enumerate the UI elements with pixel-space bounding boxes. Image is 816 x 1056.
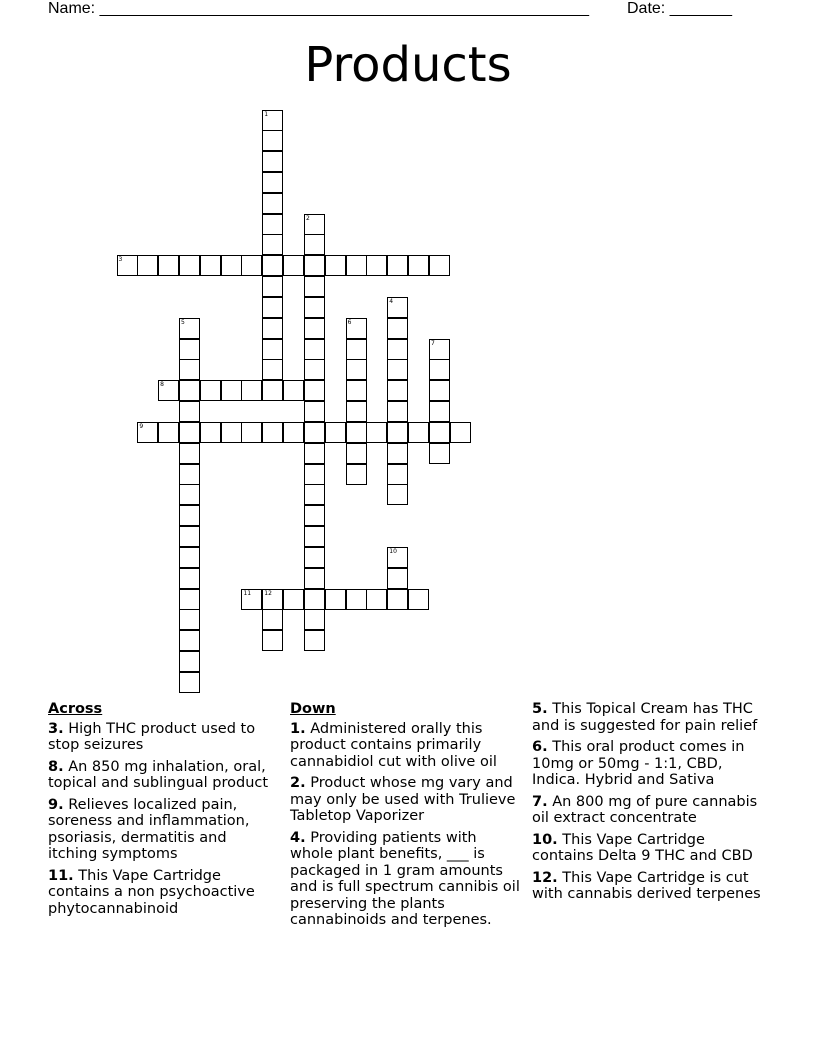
grid-cell[interactable]: [179, 589, 200, 610]
grid-cell[interactable]: [387, 359, 408, 380]
grid-cell[interactable]: [262, 214, 283, 235]
grid-cell[interactable]: [304, 380, 325, 401]
grid-cell[interactable]: [429, 339, 450, 360]
clue-down: [290, 830, 522, 929]
grid-cell[interactable]: [179, 318, 200, 339]
grid-cell[interactable]: [387, 380, 408, 401]
grid-cell[interactable]: [262, 276, 283, 297]
page-title: Products: [304, 37, 512, 93]
clue-across: [48, 721, 280, 754]
grid-cell[interactable]: [304, 568, 325, 589]
clue-down: [290, 775, 522, 825]
grid-cell[interactable]: [346, 380, 367, 401]
down-clues-col-2: [532, 701, 764, 908]
cell-number: 6: [347, 318, 352, 326]
grid-cell[interactable]: [408, 589, 429, 610]
grid-cell[interactable]: [366, 589, 387, 610]
clue-number: 5.: [532, 701, 548, 717]
grid-cell[interactable]: [200, 255, 221, 276]
grid-cell[interactable]: [304, 464, 325, 485]
grid-cell[interactable]: [429, 380, 450, 401]
grid-cell[interactable]: [387, 484, 408, 505]
grid-cell[interactable]: [429, 401, 450, 422]
grid-cell[interactable]: [304, 630, 325, 651]
grid-cell[interactable]: [346, 255, 367, 276]
clue-text: An 800 mg of pure cannabis oil extract concentrate: [532, 793, 758, 826]
clue-number: 8.: [48, 758, 64, 775]
grid-cell[interactable]: [304, 359, 325, 380]
grid-cell[interactable]: [158, 380, 179, 401]
grid-cell[interactable]: [221, 380, 242, 401]
clue-text: Administered orally this product contains primarily cannabidiol cut with olive oil: [290, 720, 497, 770]
grid-cell[interactable]: [387, 318, 408, 339]
grid-cell[interactable]: [262, 151, 283, 172]
grid-cell[interactable]: [179, 464, 200, 485]
grid-cell[interactable]: [346, 589, 367, 610]
grid-cell[interactable]: [304, 214, 325, 235]
grid-cell[interactable]: [241, 422, 262, 443]
clue-down: [532, 739, 764, 789]
grid-cell[interactable]: [304, 255, 325, 276]
grid-cell[interactable]: [387, 589, 408, 610]
grid-cell[interactable]: [304, 339, 325, 360]
grid-cell[interactable]: [304, 276, 325, 297]
clue-number: 10.: [532, 831, 558, 848]
grid-cell[interactable]: [262, 609, 283, 630]
clue-text: This oral product comes in 10mg or 50mg - 1:1, CBD, Indica. Hybrid and Sativa: [532, 739, 745, 788]
grid-cell[interactable]: [304, 484, 325, 505]
grid-cell[interactable]: [325, 589, 346, 610]
grid-cell[interactable]: [221, 422, 242, 443]
down-heading: Down: [290, 701, 336, 717]
grid-cell[interactable]: [429, 443, 450, 464]
grid-cell[interactable]: [325, 422, 346, 443]
grid-cell[interactable]: [262, 297, 283, 318]
clue-text: This Topical Cream has THC and is suggested for pain relief: [532, 701, 758, 734]
grid-cell[interactable]: [387, 339, 408, 360]
name-line: Name: _______________________________________________________: [48, 0, 589, 17]
across-heading: Across: [48, 701, 103, 717]
grid-cell[interactable]: [179, 359, 200, 380]
grid-cell[interactable]: [304, 609, 325, 630]
clue-down: [290, 721, 522, 771]
grid-cell[interactable]: [179, 255, 200, 276]
grid-cell[interactable]: [221, 255, 242, 276]
cell-number: 10: [389, 547, 397, 555]
clue-number: 6.: [532, 739, 548, 755]
clue-number: 12.: [532, 869, 558, 886]
cell-number: 12: [264, 589, 272, 597]
grid-cell[interactable]: [283, 380, 304, 401]
grid-cell[interactable]: [262, 380, 283, 401]
grid-cell[interactable]: [179, 547, 200, 568]
grid-cell[interactable]: [387, 547, 408, 568]
clue-text: Relieves localized pain, soreness and inflammation, psoriasis, dermatitis and itching symptoms: [48, 796, 250, 862]
grid-cell[interactable]: [137, 255, 158, 276]
grid-cell[interactable]: [241, 380, 262, 401]
grid-cell[interactable]: [408, 255, 429, 276]
clue-text: This Vape Cartridge is cut with cannabis derived terpenes: [532, 869, 761, 902]
grid-cell[interactable]: [429, 255, 450, 276]
grid-cell[interactable]: [346, 359, 367, 380]
clue-text: Providing patients with whole plant benefits, ___ is packaged in 1 gram amounts and is full spectrum cannibis oil preserving the plants cannabinoids and terpenes.: [290, 829, 520, 928]
clue-down: [532, 870, 764, 903]
clue-number: 7.: [532, 793, 548, 810]
grid-cell[interactable]: [117, 255, 138, 276]
grid-cell[interactable]: [325, 255, 346, 276]
clue-number: 2.: [290, 775, 306, 791]
grid-cell[interactable]: [262, 172, 283, 193]
clue-number: 4.: [290, 829, 306, 846]
grid-cell[interactable]: [304, 318, 325, 339]
clue-number: 3.: [48, 720, 64, 737]
grid-cell[interactable]: [158, 255, 179, 276]
grid-cell[interactable]: [304, 422, 325, 443]
grid-cell[interactable]: [283, 589, 304, 610]
clue-text: This Vape Cartridge contains Delta 9 THC and CBD: [532, 831, 753, 864]
grid-cell[interactable]: [304, 443, 325, 464]
grid-cell[interactable]: [179, 339, 200, 360]
grid-cell[interactable]: [262, 255, 283, 276]
grid-cell[interactable]: [283, 422, 304, 443]
cell-number: 7: [430, 339, 435, 347]
grid-cell[interactable]: [241, 255, 262, 276]
cell-number: 4: [389, 297, 394, 305]
grid-cell[interactable]: [387, 464, 408, 485]
grid-cell[interactable]: [179, 672, 200, 693]
grid-cell[interactable]: [387, 443, 408, 464]
grid-cell[interactable]: [179, 443, 200, 464]
grid-cell[interactable]: [346, 443, 367, 464]
clue-text: This Vape Cartridge contains a non psychoactive phytocannabinoid: [48, 867, 255, 917]
grid-cell[interactable]: [179, 568, 200, 589]
cell-number: 3: [118, 256, 123, 264]
grid-cell[interactable]: [241, 589, 262, 610]
grid-cell[interactable]: [408, 422, 429, 443]
grid-cell[interactable]: [387, 568, 408, 589]
clue-number: 11.: [48, 867, 74, 884]
grid-cell[interactable]: [262, 339, 283, 360]
grid-cell[interactable]: [262, 422, 283, 443]
grid-cell[interactable]: [179, 484, 200, 505]
cell-number: 9: [139, 422, 144, 430]
grid-cell[interactable]: [179, 380, 200, 401]
grid-cell[interactable]: [262, 630, 283, 651]
grid-cell[interactable]: [387, 297, 408, 318]
grid-cell[interactable]: [179, 651, 200, 672]
grid-cell[interactable]: [346, 339, 367, 360]
grid-cell[interactable]: [179, 526, 200, 547]
grid-cell[interactable]: [262, 318, 283, 339]
grid-cell[interactable]: [283, 255, 304, 276]
grid-cell[interactable]: [179, 505, 200, 526]
grid-cell[interactable]: [346, 464, 367, 485]
grid-cell[interactable]: [200, 422, 221, 443]
cell-number: 5: [180, 318, 185, 326]
grid-cell[interactable]: [262, 193, 283, 214]
grid-cell[interactable]: [304, 234, 325, 255]
cell-number: 11: [243, 589, 252, 597]
grid-cell[interactable]: [304, 547, 325, 568]
grid-cell[interactable]: [304, 297, 325, 318]
clue-across: [48, 797, 280, 863]
date-line: Date: _______: [627, 0, 732, 17]
grid-cell[interactable]: [200, 380, 221, 401]
grid-cell[interactable]: [346, 401, 367, 422]
clue-text: An 850 mg inhalation, oral, topical and sublingual product: [48, 758, 269, 791]
clue-text: High THC product used to stop seizures: [48, 720, 256, 753]
clue-text: Product whose mg vary and may only be used with Trulieve Tabletop Vaporizer: [290, 775, 516, 824]
grid-cell[interactable]: [158, 422, 179, 443]
grid-cell[interactable]: [304, 505, 325, 526]
cell-number: 1: [264, 110, 269, 118]
grid-cell[interactable]: [387, 422, 408, 443]
grid-cell[interactable]: [179, 401, 200, 422]
grid-cell[interactable]: [262, 234, 283, 255]
grid-cell[interactable]: [262, 110, 283, 131]
grid-cell[interactable]: [262, 589, 283, 610]
grid-cell[interactable]: [179, 630, 200, 651]
across-clues: [48, 701, 280, 922]
clue-across: [48, 759, 280, 792]
grid-cell[interactable]: [450, 422, 471, 443]
grid-cell[interactable]: [304, 401, 325, 422]
clue-across: [48, 868, 280, 918]
clue-down: [532, 701, 764, 734]
grid-cell[interactable]: [429, 422, 450, 443]
clue-down: [532, 794, 764, 827]
grid-cell[interactable]: [179, 609, 200, 630]
grid-cell[interactable]: [137, 422, 158, 443]
grid-cell[interactable]: [262, 359, 283, 380]
grid-cell[interactable]: [366, 255, 387, 276]
cell-number: 2: [305, 214, 310, 222]
grid-cell[interactable]: [387, 401, 408, 422]
cell-number: 8: [160, 381, 164, 389]
grid-cell[interactable]: [304, 589, 325, 610]
grid-cell[interactable]: [429, 359, 450, 380]
grid-cell[interactable]: [304, 526, 325, 547]
grid-cell[interactable]: [179, 422, 200, 443]
grid-cell[interactable]: [346, 422, 367, 443]
grid-cell[interactable]: [366, 422, 387, 443]
clue-number: 9.: [48, 796, 64, 813]
clue-down: [532, 832, 764, 865]
down-clues-col-1: [290, 701, 522, 934]
clue-number: 1.: [290, 720, 306, 737]
grid-cell[interactable]: [387, 255, 408, 276]
grid-cell[interactable]: [346, 318, 367, 339]
grid-cell[interactable]: [262, 130, 283, 151]
